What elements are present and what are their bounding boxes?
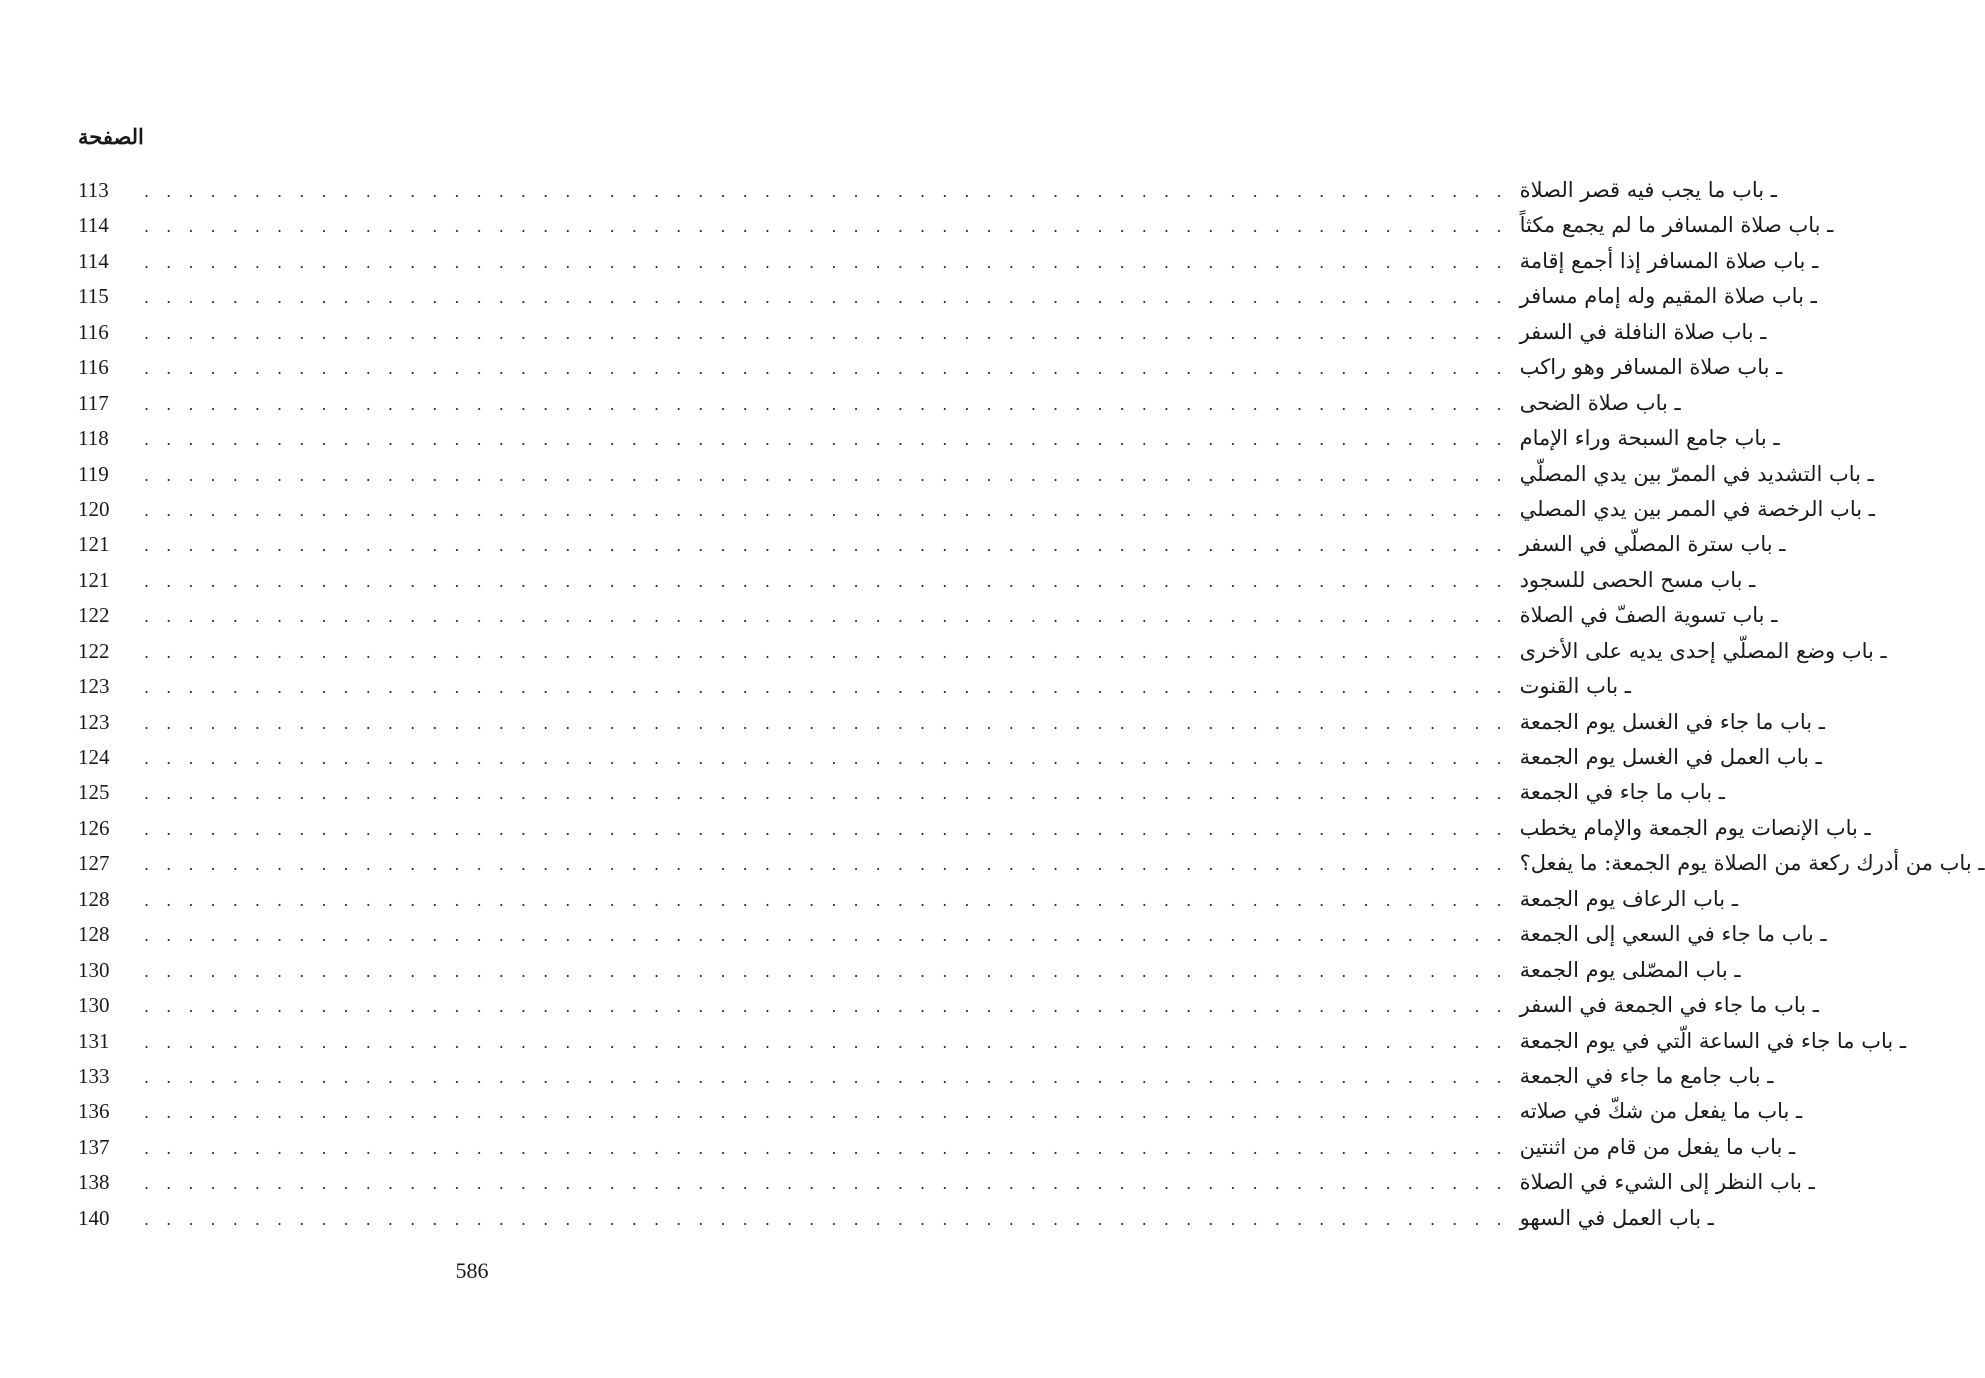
toc-leader-dots: . . . . . . . . . . . . . . . . . . . . . . . . . . . . . . . . . . . . . . . . . . . . . . . . . . . . . . . . . . . . . . bbox=[144, 217, 1508, 237]
toc-leader-dots: . . . . . . . . . . . . . . . . . . . . . . . . . . . . . . . . . . . . . . . . . . . . . . . . . . . . . . . . . . . . . . bbox=[144, 465, 1508, 485]
toc-entry-title: ـ باب صلاة النافلة في السفر bbox=[1519, 319, 1767, 344]
toc-entry-title: ـ باب ما جاء في السعي إلى الجمعة bbox=[1519, 922, 1827, 947]
toc-entry-page-number: 121 bbox=[78, 532, 110, 557]
toc-entry bbox=[78, 355, 1783, 389]
toc-entry-page-number: 123 bbox=[78, 709, 110, 734]
toc-entry bbox=[78, 461, 1874, 496]
toc-entry-title: ـ باب صلاة المسافر ما لم يجمع مكثاً bbox=[1519, 213, 1834, 238]
toc-entry-title: ـ باب مسح الحصى للسجود bbox=[1519, 567, 1756, 592]
toc-entry-title: ـ باب ما جاء في الساعة الّتي في يوم الجمعة bbox=[1519, 1028, 1907, 1053]
toc-entry-page-number: 116 bbox=[78, 355, 109, 380]
toc-entry-page-number: 136 bbox=[78, 1099, 110, 1124]
toc-leader-dots: . . . . . . . . . . . . . . . . . . . . . . . . . . . . . . . . . . . . . . . . . . . . . . . . . . . . . . . . . . . . . . bbox=[144, 997, 1508, 1017]
toc-leader-dots: . . . . . . . . . . . . . . . . . . . . . . . . . . . . . . . . . . . . . . . . . . . . . . . . . . . . . . . . . . . . . . bbox=[144, 1209, 1508, 1229]
toc-leader-dots: . . . . . . . . . . . . . . . . . . . . . . . . . . . . . . . . . . . . . . . . . . . . . . . . . . . . . . . . . . . . . . bbox=[144, 784, 1508, 804]
toc-entry bbox=[78, 674, 1631, 708]
toc-entry-title: ـ باب صلاة المسافر إذا أجمع إقامة bbox=[1519, 248, 1819, 273]
toc-entry bbox=[78, 815, 1871, 850]
toc-entry-page-number: 120 bbox=[78, 496, 110, 521]
toc-entry-title: ـ باب الرخصة في الممر بين يدي المصلي bbox=[1519, 496, 1875, 521]
toc-entry bbox=[78, 1170, 1815, 1204]
toc-entry-title: ـ باب الرعاف يوم الجمعة bbox=[1519, 886, 1738, 911]
toc-entry-page-number: 124 bbox=[78, 745, 110, 769]
toc-entry bbox=[78, 1063, 1774, 1098]
toc-entry bbox=[78, 390, 1681, 425]
toc-entry-title: ـ باب جامع السبحة وراء الإمام bbox=[1519, 426, 1780, 451]
toc-entry-page-number: 121 bbox=[78, 567, 110, 592]
toc-entry-title: ـ باب ما جاء في الغسل يوم الجمعة bbox=[1519, 709, 1825, 734]
toc-leader-dots: . . . . . . . . . . . . . . . . . . . . . . . . . . . . . . . . . . . . . . . . . . . . . . . . . . . . . . . . . . . . . . bbox=[144, 500, 1508, 520]
toc-leader-dots: . . . . . . . . . . . . . . . . . . . . . . . . . . . . . . . . . . . . . . . . . . . . . . . . . . . . . . . . . . . . . . bbox=[144, 678, 1508, 698]
toc-leader-dots: . . . . . . . . . . . . . . . . . . . . . . . . . . . . . . . . . . . . . . . . . . . . . . . . . . . . . . . . . . . . . . bbox=[144, 1067, 1508, 1087]
toc-leader-dots: . . . . . . . . . . . . . . . . . . . . . . . . . . . . . . . . . . . . . . . . . . . . . . . . . . . . . . . . . . . . . . bbox=[144, 713, 1508, 733]
toc-leader-dots: . . . . . . . . . . . . . . . . . . . . . . . . . . . . . . . . . . . . . . . . . . . . . . . . . . . . . . . . . . . . . . bbox=[144, 642, 1508, 662]
toc-leader-dots: . . . . . . . . . . . . . . . . . . . . . . . . . . . . . . . . . . . . . . . . . . . . . . . . . . . . . . . . . . . . . . bbox=[144, 288, 1508, 308]
toc-entry-title: ـ باب العمل في السهو bbox=[1519, 1205, 1714, 1230]
toc-entry bbox=[78, 957, 1741, 992]
toc-entry-page-number: 128 bbox=[78, 922, 110, 947]
toc-entry-title: ـ باب ما جاء في الجمعة bbox=[1519, 780, 1725, 805]
toc-leader-dots: . . . . . . . . . . . . . . . . . . . . . . . . . . . . . . . . . . . . . . . . . . . . . . . . . . . . . . . . . . . . . . bbox=[144, 536, 1508, 556]
toc-entry-page-number: 119 bbox=[78, 461, 109, 486]
toc-leader-dots: . . . . . . . . . . . . . . . . . . . . . . . . . . . . . . . . . . . . . . . . . . . . . . . . . . . . . . . . . . . . . . bbox=[144, 926, 1508, 946]
toc-entry-page-number: 115 bbox=[78, 284, 109, 309]
toc-leader-dots: . . . . . . . . . . . . . . . . . . . . . . . . . . . . . . . . . . . . . . . . . . . . . . . . . . . . . . . . . . . . . . bbox=[144, 1103, 1508, 1123]
toc-entry bbox=[78, 248, 1819, 283]
toc-entry-title: ـ باب القنوت bbox=[1519, 674, 1631, 699]
toc-entry-page-number: 138 bbox=[78, 1170, 110, 1195]
toc-entry-title: ـ باب ما يفعل من شكّ في صلاته bbox=[1519, 1099, 1803, 1124]
toc-entry bbox=[78, 1134, 1796, 1169]
toc-entry-title: ـ باب صلاة المسافر وهو راكب bbox=[1519, 355, 1783, 380]
toc-entry-page-number: 128 bbox=[78, 886, 110, 911]
toc-entry-page-number: 114 bbox=[78, 213, 109, 238]
toc-entry-title: ـ باب تسوية الصفّ في الصلاة bbox=[1519, 603, 1778, 628]
toc-entry bbox=[78, 993, 1819, 1027]
toc-entry-title: ـ باب الإنصات يوم الجمعة والإمام يخطب bbox=[1519, 815, 1871, 840]
toc-entry bbox=[78, 1028, 1907, 1063]
toc-entry-page-number: 140 bbox=[78, 1205, 110, 1230]
page-number: 586 bbox=[455, 1258, 489, 1283]
toc-entry bbox=[78, 1205, 1714, 1240]
toc-entry-page-number: 125 bbox=[78, 780, 110, 805]
toc-leader-dots: . . . . . . . . . . . . . . . . . . . . . . . . . . . . . . . . . . . . . . . . . . . . . . . . . . . . . . . . . . . . . . bbox=[144, 607, 1508, 627]
toc-leader-dots: . . . . . . . . . . . . . . . . . . . . . . . . . . . . . . . . . . . . . . . . . . . . . . . . . . . . . . . . . . . . . . bbox=[144, 182, 1508, 201]
toc-leader-dots: . . . . . . . . . . . . . . . . . . . . . . . . . . . . . . . . . . . . . . . . . . . . . . . . . . . . . . . . . . . . . . bbox=[144, 323, 1508, 343]
toc-leader-dots: . . . . . . . . . . . . . . . . . . . . . . . . . . . . . . . . . . . . . . . . . . . . . . . . . . . . . . . . . . . . . . bbox=[144, 359, 1508, 379]
toc-entry-page-number: 133 bbox=[78, 1063, 110, 1088]
toc-entry-page-number: 123 bbox=[78, 674, 110, 699]
toc-entry bbox=[78, 886, 1738, 921]
toc-entry-page-number: 137 bbox=[78, 1134, 110, 1159]
toc-leader-dots: . . . . . . . . . . . . . . . . . . . . . . . . . . . . . . . . . . . . . . . . . . . . . . . . . . . . . . . . . . . . . . bbox=[144, 1138, 1508, 1158]
toc-leader-dots: . . . . . . . . . . . . . . . . . . . . . . . . . . . . . . . . . . . . . . . . . . . . . . . . . . . . . . . . . . . . . . bbox=[144, 749, 1508, 768]
toc-leader-dots: . . . . . . . . . . . . . . . . . . . . . . . . . . . . . . . . . . . . . . . . . . . . . . . . . . . . . . . . . . . . . . bbox=[144, 1174, 1508, 1194]
toc-entry-page-number: 114 bbox=[78, 248, 109, 273]
toc-entry-title: ـ باب صلاة المقيم وله إمام مسافر bbox=[1519, 284, 1817, 309]
toc-entry-page-number: 131 bbox=[78, 1028, 110, 1053]
toc-leader-dots: . . . . . . . . . . . . . . . . . . . . . . . . . . . . . . . . . . . . . . . . . . . . . . . . . . . . . . . . . . . . . . bbox=[144, 961, 1508, 981]
toc-entry-title: ـ باب ما يجب فيه قصر الصلاة bbox=[1519, 178, 1777, 202]
toc-entry-page-number: 130 bbox=[78, 957, 110, 982]
toc-leader-dots: . . . . . . . . . . . . . . . . . . . . . . . . . . . . . . . . . . . . . . . . . . . . . . . . . . . . . . . . . . . . . . bbox=[144, 819, 1508, 839]
toc-entry-page-number: 130 bbox=[78, 993, 110, 1018]
toc-entry-page-number: 127 bbox=[78, 851, 110, 876]
toc-entry bbox=[78, 319, 1767, 354]
toc-entry bbox=[78, 709, 1825, 744]
toc-entry bbox=[78, 851, 1985, 885]
toc-entry bbox=[78, 178, 1777, 212]
toc-leader-dots: . . . . . . . . . . . . . . . . . . . . . . . . . . . . . . . . . . . . . . . . . . . . . . . . . . . . . . . . . . . . . . bbox=[144, 394, 1508, 414]
toc-entry bbox=[78, 426, 1780, 460]
toc-leader-dots: . . . . . . . . . . . . . . . . . . . . . . . . . . . . . . . . . . . . . . . . . . . . . . . . . . . . . . . . . . . . . . bbox=[144, 252, 1508, 272]
toc-entry-title: ـ باب من أدرك ركعة من الصلاة يوم الجمعة: ما يفعل؟ bbox=[1519, 851, 1985, 876]
toc-entry bbox=[78, 496, 1875, 531]
toc-entry bbox=[78, 213, 1834, 247]
toc-entry bbox=[78, 1099, 1803, 1133]
toc-entry-title: ـ باب النظر إلى الشيء في الصلاة bbox=[1519, 1170, 1815, 1195]
toc-entry bbox=[78, 603, 1778, 637]
toc-entry-title: ـ باب سترة المصلّي في السفر bbox=[1519, 532, 1786, 557]
toc-entry bbox=[78, 532, 1786, 566]
toc-entry-page-number: 122 bbox=[78, 638, 110, 663]
toc-entry-title: ـ باب ما يفعل من قام من اثنتين bbox=[1519, 1134, 1796, 1159]
toc-entry-title: ـ باب المصّلى يوم الجمعة bbox=[1519, 957, 1741, 982]
toc-entry-page-number: 113 bbox=[78, 178, 109, 202]
toc-entry-title: ـ باب التشديد في الممرّ بين يدي المصلّي bbox=[1519, 461, 1874, 486]
toc-entry-title: ـ باب ما جاء في الجمعة في السفر bbox=[1519, 993, 1819, 1018]
toc-leader-dots: . . . . . . . . . . . . . . . . . . . . . . . . . . . . . . . . . . . . . . . . . . . . . . . . . . . . . . . . . . . . . . bbox=[144, 1032, 1508, 1052]
table-of-contents bbox=[78, 178, 1985, 1240]
toc-entry-page-number: 116 bbox=[78, 319, 109, 344]
toc-entry-page-number: 126 bbox=[78, 815, 110, 840]
toc-leader-dots: . . . . . . . . . . . . . . . . . . . . . . . . . . . . . . . . . . . . . . . . . . . . . . . . . . . . . . . . . . . . . . bbox=[144, 571, 1508, 591]
toc-entry bbox=[78, 638, 1887, 673]
toc-entry bbox=[78, 922, 1827, 956]
toc-entry bbox=[78, 745, 1822, 779]
toc-entry-title: ـ باب صلاة الضحى bbox=[1519, 390, 1681, 415]
toc-entry-title: ـ باب العمل في الغسل يوم الجمعة bbox=[1519, 745, 1822, 769]
toc-entry-title: ـ باب وضع المصلّي إحدى يديه على الأخرى bbox=[1519, 638, 1887, 663]
toc-entry-title: ـ باب جامع ما جاء في الجمعة bbox=[1519, 1063, 1774, 1088]
toc-entry bbox=[78, 284, 1817, 318]
toc-entry bbox=[78, 780, 1725, 814]
toc-leader-dots: . . . . . . . . . . . . . . . . . . . . . . . . . . . . . . . . . . . . . . . . . . . . . . . . . . . . . . . . . . . . . . bbox=[144, 430, 1508, 450]
toc-entry bbox=[78, 567, 1756, 602]
toc-leader-dots: . . . . . . . . . . . . . . . . . . . . . . . . . . . . . . . . . . . . . . . . . . . . . . . . . . . . . . . . . . . . . . bbox=[144, 855, 1508, 875]
page-column-label: الصفحة bbox=[78, 124, 144, 149]
toc-leader-dots: . . . . . . . . . . . . . . . . . . . . . . . . . . . . . . . . . . . . . . . . . . . . . . . . . . . . . . . . . . . . . . bbox=[144, 890, 1508, 910]
toc-entry-page-number: 122 bbox=[78, 603, 110, 628]
toc-entry-page-number: 117 bbox=[78, 390, 109, 415]
toc-entry-page-number: 118 bbox=[78, 426, 109, 451]
